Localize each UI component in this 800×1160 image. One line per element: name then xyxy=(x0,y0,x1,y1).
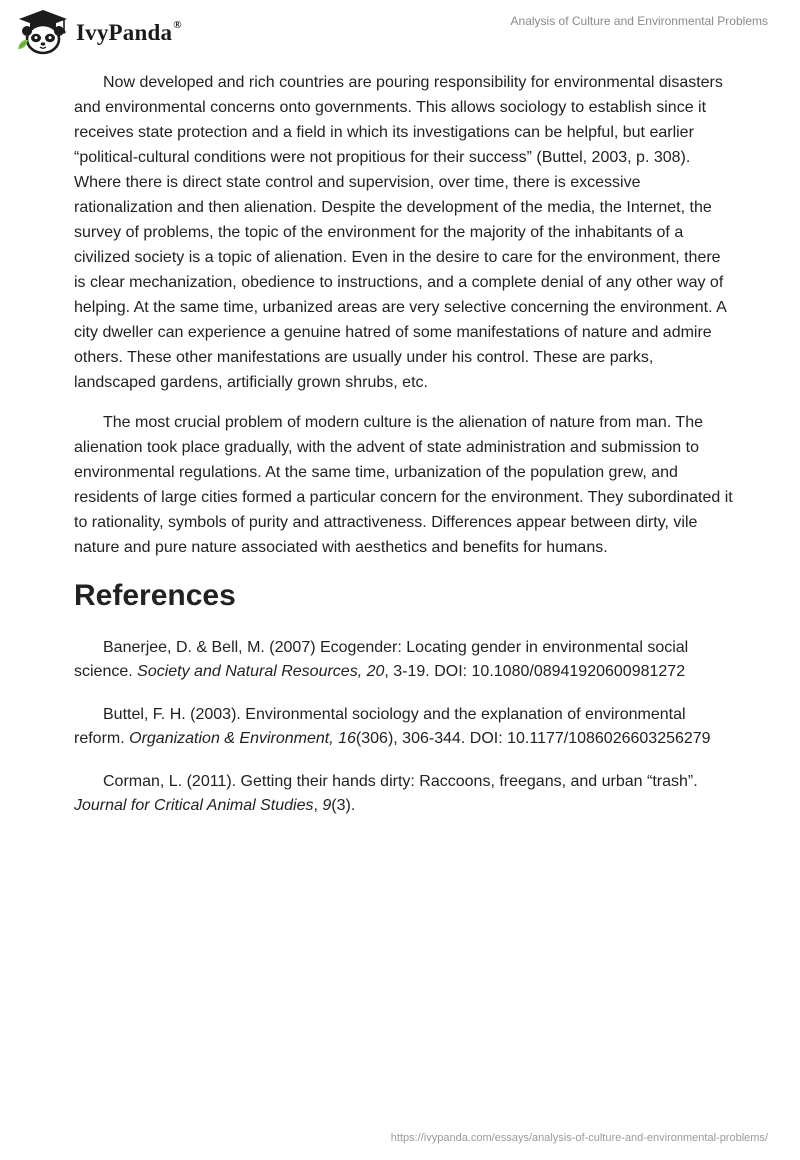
reference-volume: 9 xyxy=(322,797,332,814)
reference-text: , 3-19. DOI: 10.1080/08941920600981272 xyxy=(384,663,686,680)
body-paragraph: The most crucial problem of modern culture is the alienation of nature from man. The alienation took place gradually, with the advent of state administration and submission to environmental regulations. At the same time, urbanization of the population grew, and residents of large cities formed a particular concern for the environment. They subordinated it to rationality, symbols of purity and attractiveness. Differences appear between dirty, vile nature and pure nature associated with aesthetics and benefits for humans. xyxy=(74,414,733,556)
document-title: Analysis of Culture and Environmental Problems xyxy=(510,14,768,28)
reference-journal: Organization & Environment, 16 xyxy=(129,730,356,747)
reference-text: Buttel, F. H. (2003). Environmental sociology and the explanation of environmental reform. xyxy=(74,706,686,747)
body-paragraph: Now developed and rich countries are pouring responsibility for environmental disasters and environmental concerns onto governments. This allows sociology to establish since it receives state protection and a field in which its investigations can be helpful, but earlier “political-cultural conditions were not propitious for their success” (Buttel, 2003, p. 308). Where there is direct state control and supervision, over time, there is excessive rationalization and then alienation. Despite the development of the media, the Internet, the survey of problems, the topic of the environment for the majority of the inhabitants of a civilized society is a topic of alienation. Even in the desire to care for the environment, there is clear mechanization, obedience to instructions, and a complete denial of any other way of helping. At the same time, urbanized areas are very selective concerning the environment. A city dweller can experience a genuine hatred of some manifestations of nature and admire others. These other manifestations are usually under his control. These are parks, landscaped gardens, artificially grown shrubs, etc. xyxy=(74,74,726,391)
reference-text: , xyxy=(313,797,323,814)
reference-text: Corman, L. (2011). Getting their hands dirty: Raccoons, freegans, and urban “trash”. xyxy=(103,773,698,790)
reference-journal: Society and Natural Resources, 20 xyxy=(137,663,385,680)
reference-text: Banerjee, D. & Bell, M. (2007) Ecogender: Locating gender in environmental social science. xyxy=(74,639,689,680)
panda-graduate-icon xyxy=(14,9,72,55)
brand-name: IvyPanda® xyxy=(76,19,182,45)
reference-journal: Journal for Critical Animal Studies xyxy=(74,797,314,814)
registered-mark: ® xyxy=(173,19,182,32)
reference-text: (3). xyxy=(331,797,356,814)
page-header xyxy=(0,0,800,60)
reference-item xyxy=(74,770,734,818)
document-body xyxy=(74,70,734,837)
brand-logo[interactable] xyxy=(14,8,182,56)
source-url-link[interactable]: https://ivypanda.com/essays/analysis-of-culture-and-environmental-problems/ xyxy=(390,1132,768,1144)
reference-text: (306), 306-344. DOI: 10.1177/1086026603256279 xyxy=(355,730,711,747)
references-heading: References xyxy=(74,579,236,612)
reference-item xyxy=(74,703,734,751)
reference-item xyxy=(74,636,734,684)
